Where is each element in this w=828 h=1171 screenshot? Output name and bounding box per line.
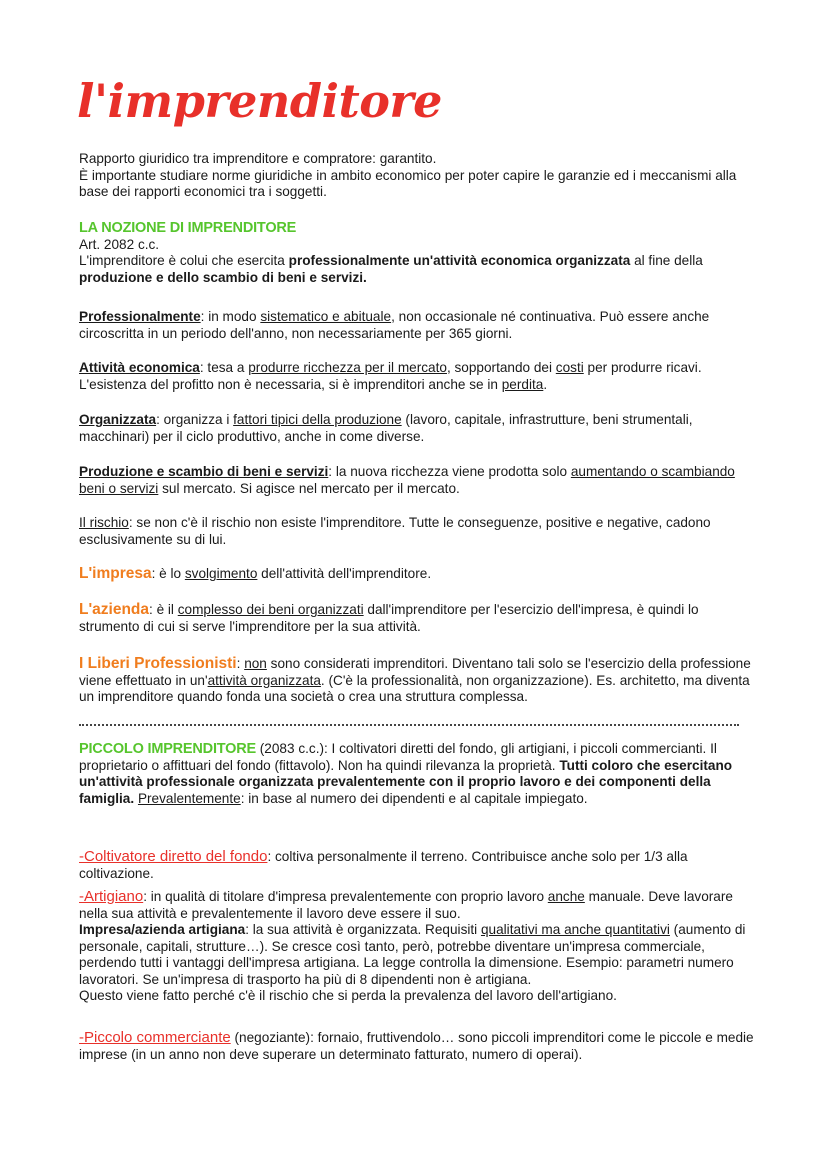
- intro-paragraph: [79, 151, 759, 201]
- organizzata-term: Organizzata: [79, 412, 157, 427]
- attivita-text-3: per produrre ricavi. L'esistenza del profitto non è necessaria, si è imprenditori anche se in: [79, 360, 702, 392]
- produzione-text: : la nuova ricchezza viene prodotta solo: [328, 464, 571, 479]
- professionalmente-text: : in modo: [200, 309, 261, 324]
- intro-line-2: È importante studiare norme giuridiche in ambito economico per poter capire le garanzie ed i meccanismi alla base dei rapporti economici tra i soggetti.: [79, 167, 737, 199]
- impresa-text: : è lo: [151, 566, 185, 581]
- nozione-def-bold-2: produzione e dello scambio di beni e servizi.: [79, 269, 367, 285]
- azienda-underline: complesso dei beni organizzati: [177, 602, 364, 617]
- page-title: l'imprenditore: [77, 74, 442, 128]
- piccolo-heading: PICCOLO IMPRENDITORE: [79, 741, 256, 757]
- nozione-def-bold: professionalmente un'attività economica organizzata: [288, 253, 631, 268]
- nozione-def-text-2: al fine della: [630, 253, 703, 268]
- liberi-heading: I Liberi Professionisti: [79, 655, 237, 672]
- organizzata-paragraph: [79, 412, 759, 445]
- produzione-underline: aumentando o scambiando beni o servizi: [79, 464, 735, 496]
- commerciante-paragraph: [79, 1030, 759, 1063]
- impresa-heading: L'impresa: [79, 565, 152, 582]
- attivita-underline: produrre ricchezza per il mercato: [248, 360, 447, 375]
- attivita-text-2: , sopportando dei: [446, 360, 556, 375]
- nozione-def-text: L'imprenditore è colui che esercita: [79, 253, 289, 268]
- liberi-text-3: . (C'è la professionalità, non organizzazione). Es. architetto, ma diventa un imprenditore quando fonda una società o crea una struttura complessa.: [79, 672, 750, 704]
- attivita-paragraph: [79, 360, 759, 393]
- liberi-text-2: sono considerati imprenditori. Diventano tali solo se l'esercizio della professione viene effettuato in un': [79, 656, 751, 688]
- artigiano-heading: -Artigiano: [79, 888, 144, 905]
- liberi-underline-2: attività organizzata: [207, 672, 321, 688]
- attivita-underline-2: costi: [555, 360, 584, 375]
- artigiano-paragraph: [79, 889, 759, 1005]
- piccolo-text: (2083 c.c.): I coltivatori diretti del fondo, gli artigiani, i piccoli commercianti. Il proprietario o affittuari del fondo (fittavolo). Non ha quindi rilevanza la proprietà.: [79, 741, 717, 773]
- liberi-underline: non: [244, 656, 267, 671]
- artigiano-underline: anche: [547, 889, 585, 904]
- professionalmente-text-2: , non occasionale né continuativa. Può essere anche circoscritta in un periodo dell'anno, non necessariamente per 365 giorni.: [79, 309, 710, 341]
- liberi-paragraph: [79, 656, 759, 706]
- impresa-text-2: dell'attività dell'imprenditore.: [257, 566, 432, 581]
- organizzata-underline: fattori tipici della produzione: [233, 412, 402, 427]
- azienda-paragraph: [79, 602, 759, 635]
- piccolo-paragraph: [79, 741, 759, 807]
- impresa-artigiana-term: Impresa/azienda artigiana: [79, 922, 246, 937]
- artigiano-text-3: : la sua attività è organizzata. Requisiti: [245, 922, 481, 937]
- professionalmente-term: Professionalmente: [79, 309, 201, 324]
- attivita-text: : tesa a: [199, 360, 249, 375]
- rischio-paragraph: [79, 515, 759, 548]
- artigiano-underline-2: qualitativi ma anche quantitativi: [480, 922, 670, 937]
- coltivatore-heading: -Coltivatore diretto del fondo: [79, 848, 268, 865]
- azienda-text-2: dall'imprenditore per l'esercizio dell'impresa, è quindi lo strumento di cui si serve l'imprenditore per la sua attività.: [79, 602, 699, 634]
- attivita-text-4: .: [543, 376, 548, 392]
- azienda-heading: L'azienda: [79, 601, 150, 618]
- coltivatore-text: : coltiva personalmente il terreno. Contribuisce anche solo per 1/3 alla coltivazione.: [79, 849, 688, 881]
- professionalmente-underline: sistematico e abituale: [260, 309, 392, 324]
- liberi-text: :: [236, 656, 245, 671]
- rischio-text: : se non c'è il rischio non esiste l'imprenditore. Tutte le conseguenze, positive e negative, cadono esclusivamente su di lui.: [79, 515, 711, 547]
- azienda-text: : è il: [149, 602, 178, 617]
- organizzata-text-2: (lavoro, capitale, infrastrutture, beni strumentali, macchinari) per il ciclo produttivo, anche in come diverse.: [79, 412, 693, 444]
- produzione-term: Produzione e scambio di beni e servizi: [79, 464, 329, 479]
- artigiano-text-5: Questo viene fatto perché c'è il rischio che si perda la prevalenza del lavoro dell'artigiano.: [79, 988, 617, 1003]
- nozione-article: Art. 2082 c.c.: [79, 236, 160, 252]
- artigiano-text: : in qualità di titolare d'impresa prevalentemente con proprio lavoro: [143, 889, 548, 904]
- produzione-paragraph: [79, 464, 759, 497]
- nozione-heading: LA NOZIONE DI IMPRENDITORE: [79, 220, 297, 236]
- artigiano-text-2: manuale. Deve lavorare nella sua attività e prevalentemente il lavoro deve essere il suo.: [79, 889, 733, 921]
- impresa-underline: svolgimento: [184, 566, 258, 581]
- piccolo-bold: Tutti coloro che esercitano un'attività professionale organizzata prevalentemente con il proprio lavoro e dei componenti della famiglia.: [79, 757, 733, 806]
- piccolo-underline: Prevalentemente: [137, 790, 241, 806]
- organizzata-text: : organizza i: [156, 412, 234, 427]
- produzione-text-2: sul mercato. Si agisce nel mercato per il mercato.: [158, 480, 460, 496]
- commerciante-heading: -Piccolo commerciante: [79, 1029, 231, 1046]
- piccolo-text-3: : in base al numero dei dipendenti e al capitale impiegato.: [240, 790, 588, 806]
- rischio-term: Il rischio: [79, 515, 129, 530]
- impresa-paragraph: [79, 566, 759, 583]
- nozione-section: [79, 220, 759, 286]
- commerciante-text: (negoziante): fornaio, fruttivendolo… sono piccoli imprenditori come le piccole e medie imprese (in un anno non deve superare un determinato fatturato, numero di operai).: [79, 1030, 754, 1062]
- artigiano-text-4: (aumento di personale, capitali, strutture…). Se cresce così tanto, però, potrebbe diventare un'impresa commerciale, perdendo tutti i vantaggi dell'impresa artigiana. La legge controlla la dimensione. Esempio: parametri numero lavoratori. Se un'impresa di trasporto ha più di 8 dipendenti non è artigiana.: [79, 922, 746, 987]
- attivita-term: Attività economica: [79, 360, 200, 375]
- attivita-underline-3: perdita: [501, 376, 544, 392]
- intro-line-1: Rapporto giuridico tra imprenditore e compratore: garantito.: [79, 151, 437, 166]
- dotted-divider: [79, 724, 739, 726]
- coltivatore-paragraph: [79, 849, 759, 882]
- professionalmente-paragraph: [79, 309, 759, 342]
